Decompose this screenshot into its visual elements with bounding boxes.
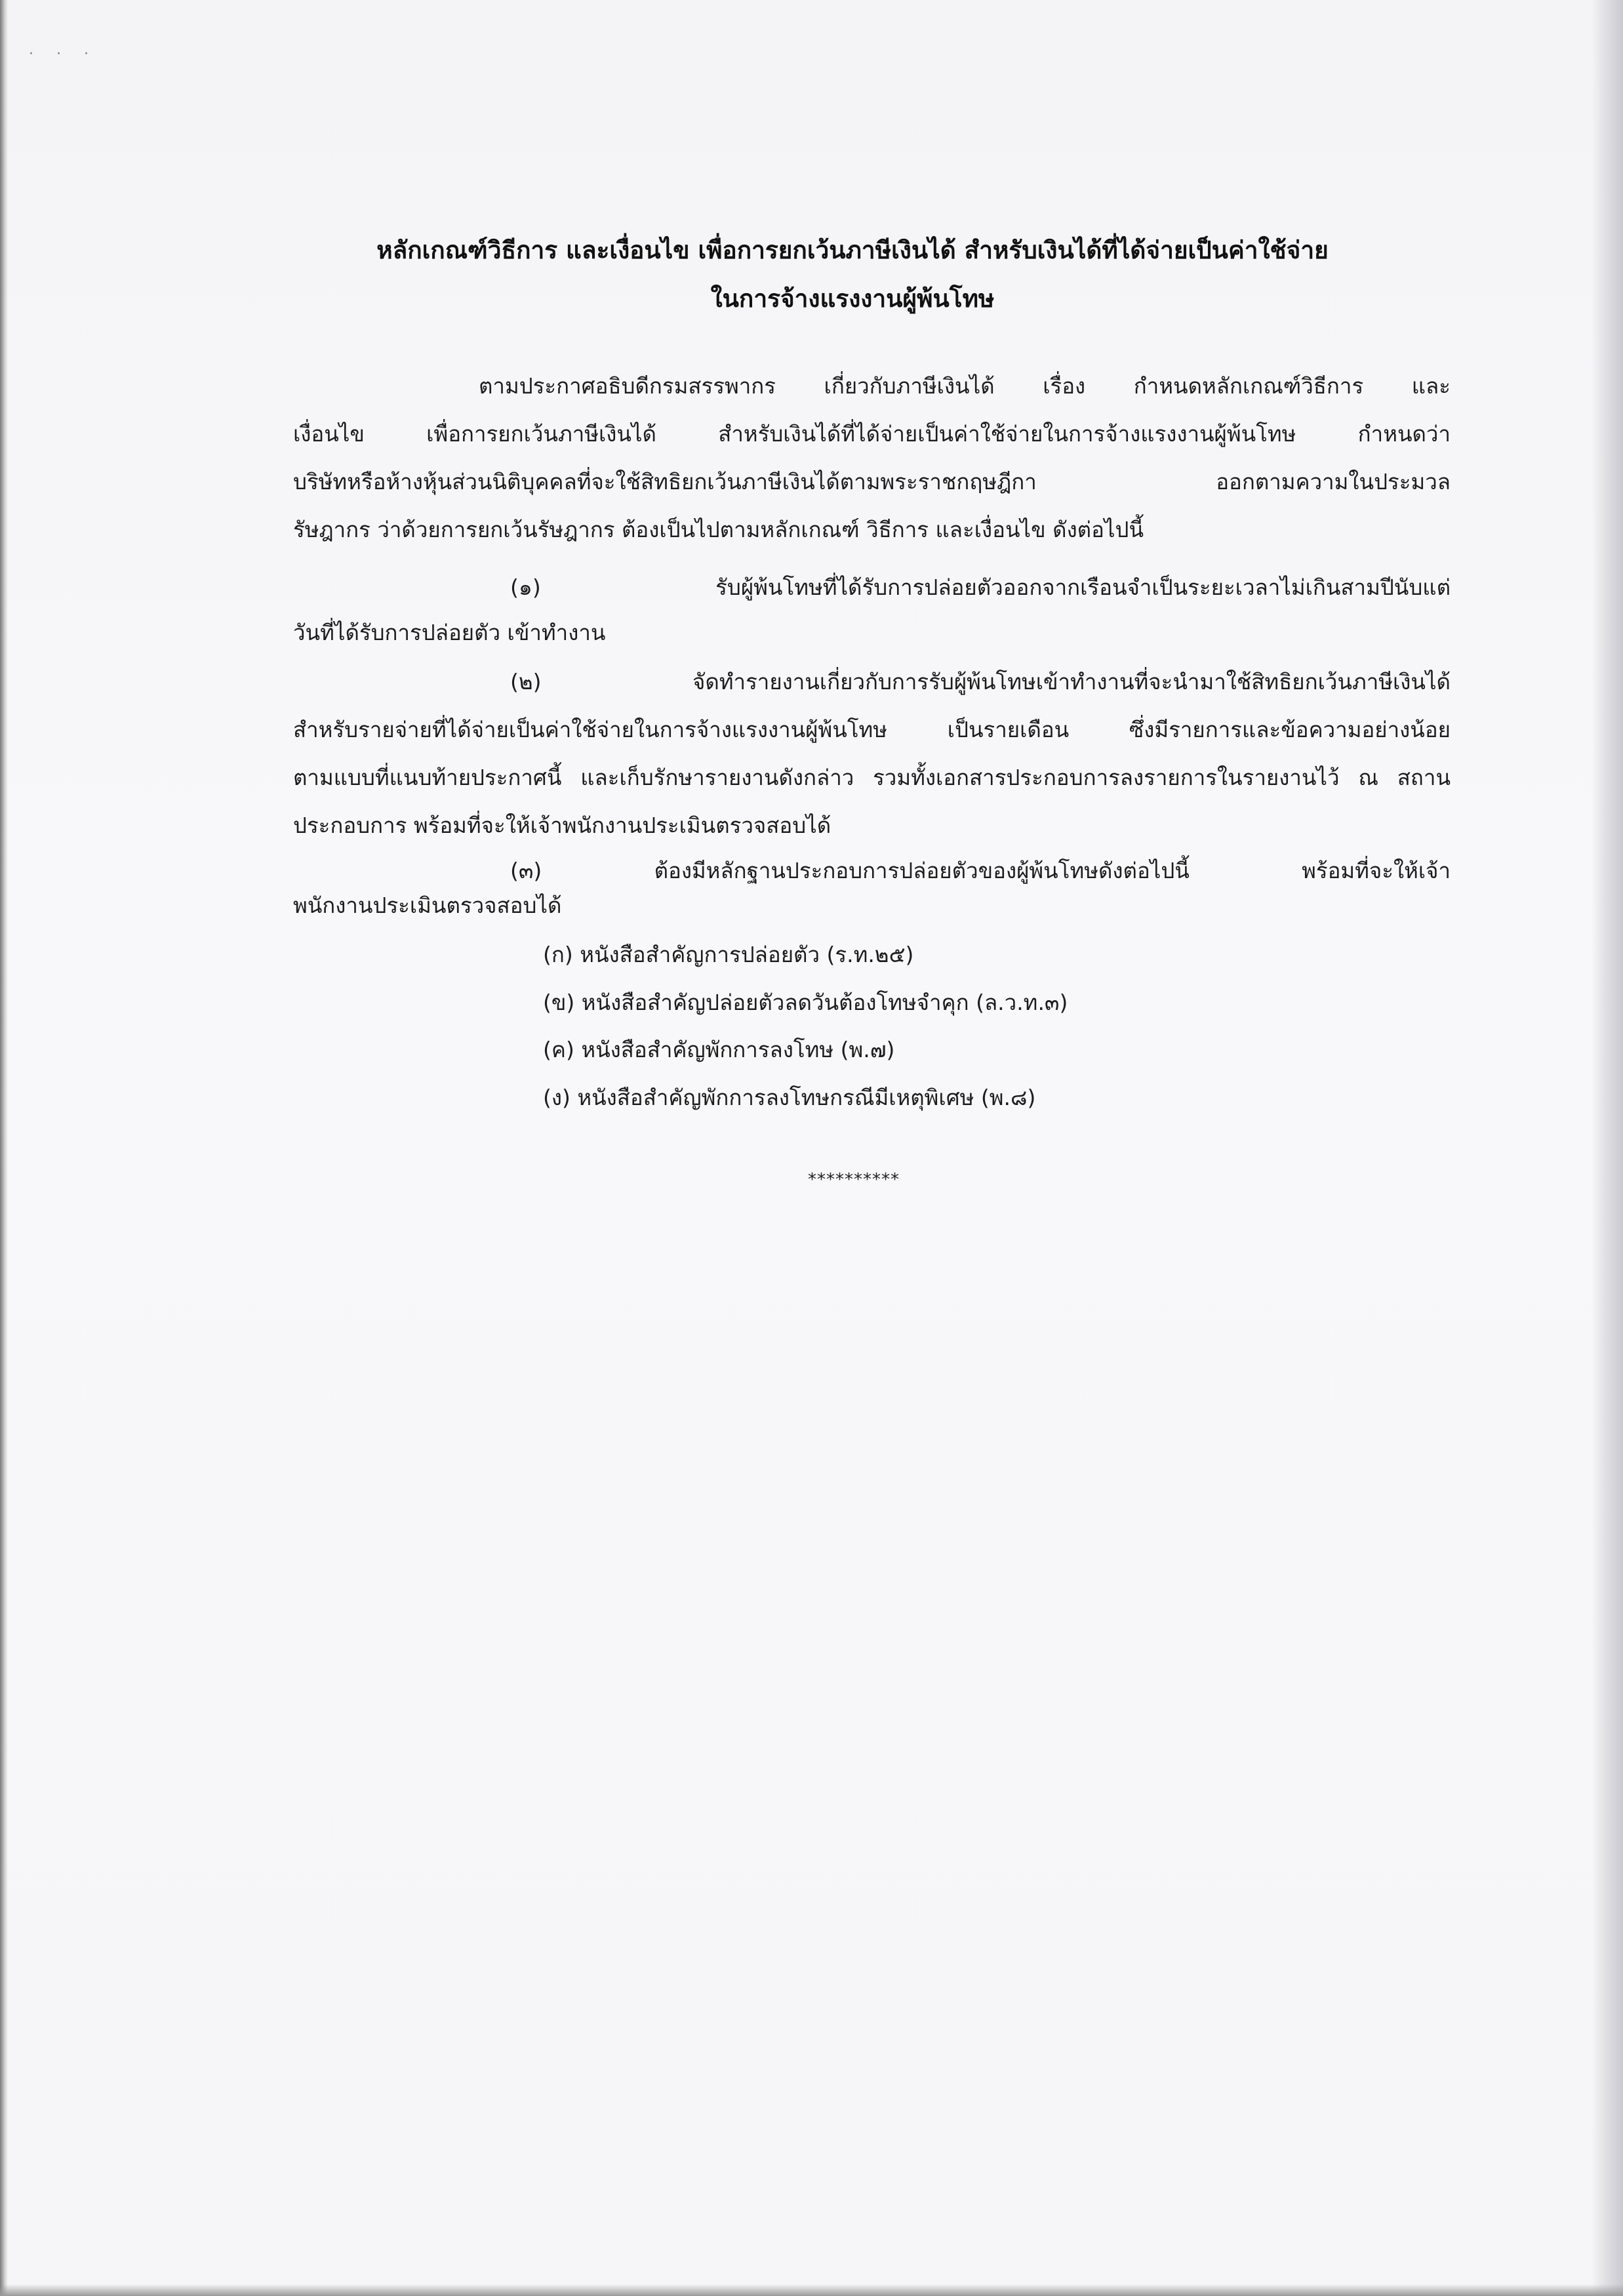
item-3-line-2: พนักงานประเมินตรวจสอบได้ — [293, 893, 562, 918]
item-2-line-2: สำหรับรายจ่ายที่ได้จ่ายเป็นค่าใช้จ่ายในการจ้างแรงงานผู้พ้นโทษ เป็นรายเดือน ซึ่งมีรายการและข้อความอย่างน้อย — [293, 717, 1451, 742]
item-3-line-1: (๓) ต้องมีหลักฐานประกอบการปล่อยตัวของผู้พ้นโทษดังต่อไปนี้ พร้อมที่จะให้เจ้า — [510, 858, 1451, 883]
item-1-line-2: วันที่ได้รับการปล่อยตัว เข้าทำงาน — [293, 620, 606, 645]
item-2-line-3: ตามแบบที่แนบท้ายประกาศนี้ และเก็บรักษารายงานดังกล่าว รวมทั้งเอกสารประกอบการลงรายการในรายงานไว้ ณ สถาน — [293, 765, 1451, 790]
sub-item-ngo: (ง) หนังสือสำคัญพักการลงโทษกรณีมีเหตุพิเศษ (พ.๘) — [543, 1085, 1036, 1110]
end-of-document-marker: ********** — [808, 1170, 900, 1190]
item-2-line-1: (๒) จัดทำรายงานเกี่ยวกับการรับผู้พ้นโทษเข้าทำงานที่จะนำมาใช้สิทธิยกเว้นภาษีเงินได้ — [510, 669, 1451, 695]
intro-line-4: รัษฎากร ว่าด้วยการยกเว้นรัษฎากร ต้องเป็นไปตามหลักเกณฑ์ วิธีการ และเงื่อนไข ดังต่อไปนี้ — [293, 517, 1144, 542]
scan-edge-right — [1592, 0, 1623, 2296]
sub-item-ko: (ก) หนังสือสำคัญการปล่อยตัว (ร.ท.๒๕) — [543, 942, 914, 967]
intro-line-1: ตามประกาศอธิบดีกรมสรรพากร เกี่ยวกับภาษีเงินได้ เรื่อง กำหนดหลักเกณฑ์วิธีการ และ — [479, 373, 1451, 399]
scan-artifact-dots: · · · — [29, 46, 98, 62]
document-title-line-2: ในการจ้างแรงงานผู้พ้นโทษ — [710, 285, 995, 313]
item-1-line-1: (๑) รับผู้พ้นโทษที่ได้รับการปล่อยตัวออกจากเรือนจำเป็นระยะเวลาไม่เกินสามปีนับแต่ — [510, 574, 1451, 600]
scan-edge-bottom — [0, 2284, 1623, 2296]
scan-edge-left — [0, 0, 8, 2296]
item-2-line-4: ประกอบการ พร้อมที่จะให้เจ้าพนักงานประเมินตรวจสอบได้ — [293, 813, 832, 838]
intro-line-3: บริษัทหรือห้างหุ้นส่วนนิติบุคคลที่จะใช้สิทธิยกเว้นภาษีเงินได้ตามพระราชกฤษฎีกา ออกตามความในประมวล — [293, 469, 1451, 494]
sub-item-kho-khwai: (ค) หนังสือสำคัญพักการลงโทษ (พ.๗) — [543, 1037, 895, 1062]
document-title-line-1: หลักเกณฑ์วิธีการ และเงื่อนไข เพื่อการยกเว้นภาษีเงินได้ สำหรับเงินได้ที่ได้จ่ายเป็นค่าใช้จ่าย — [376, 236, 1329, 264]
intro-line-2: เงื่อนไข เพื่อการยกเว้นภาษีเงินได้ สำหรับเงินได้ที่ได้จ่ายเป็นค่าใช้จ่ายในการจ้างแรงงานผู้พ้นโทษ กำหนดว่า — [293, 421, 1451, 447]
sub-item-kho: (ข) หนังสือสำคัญปล่อยตัวลดวันต้องโทษจำคุก (ล.ว.ท.๓) — [543, 990, 1068, 1015]
